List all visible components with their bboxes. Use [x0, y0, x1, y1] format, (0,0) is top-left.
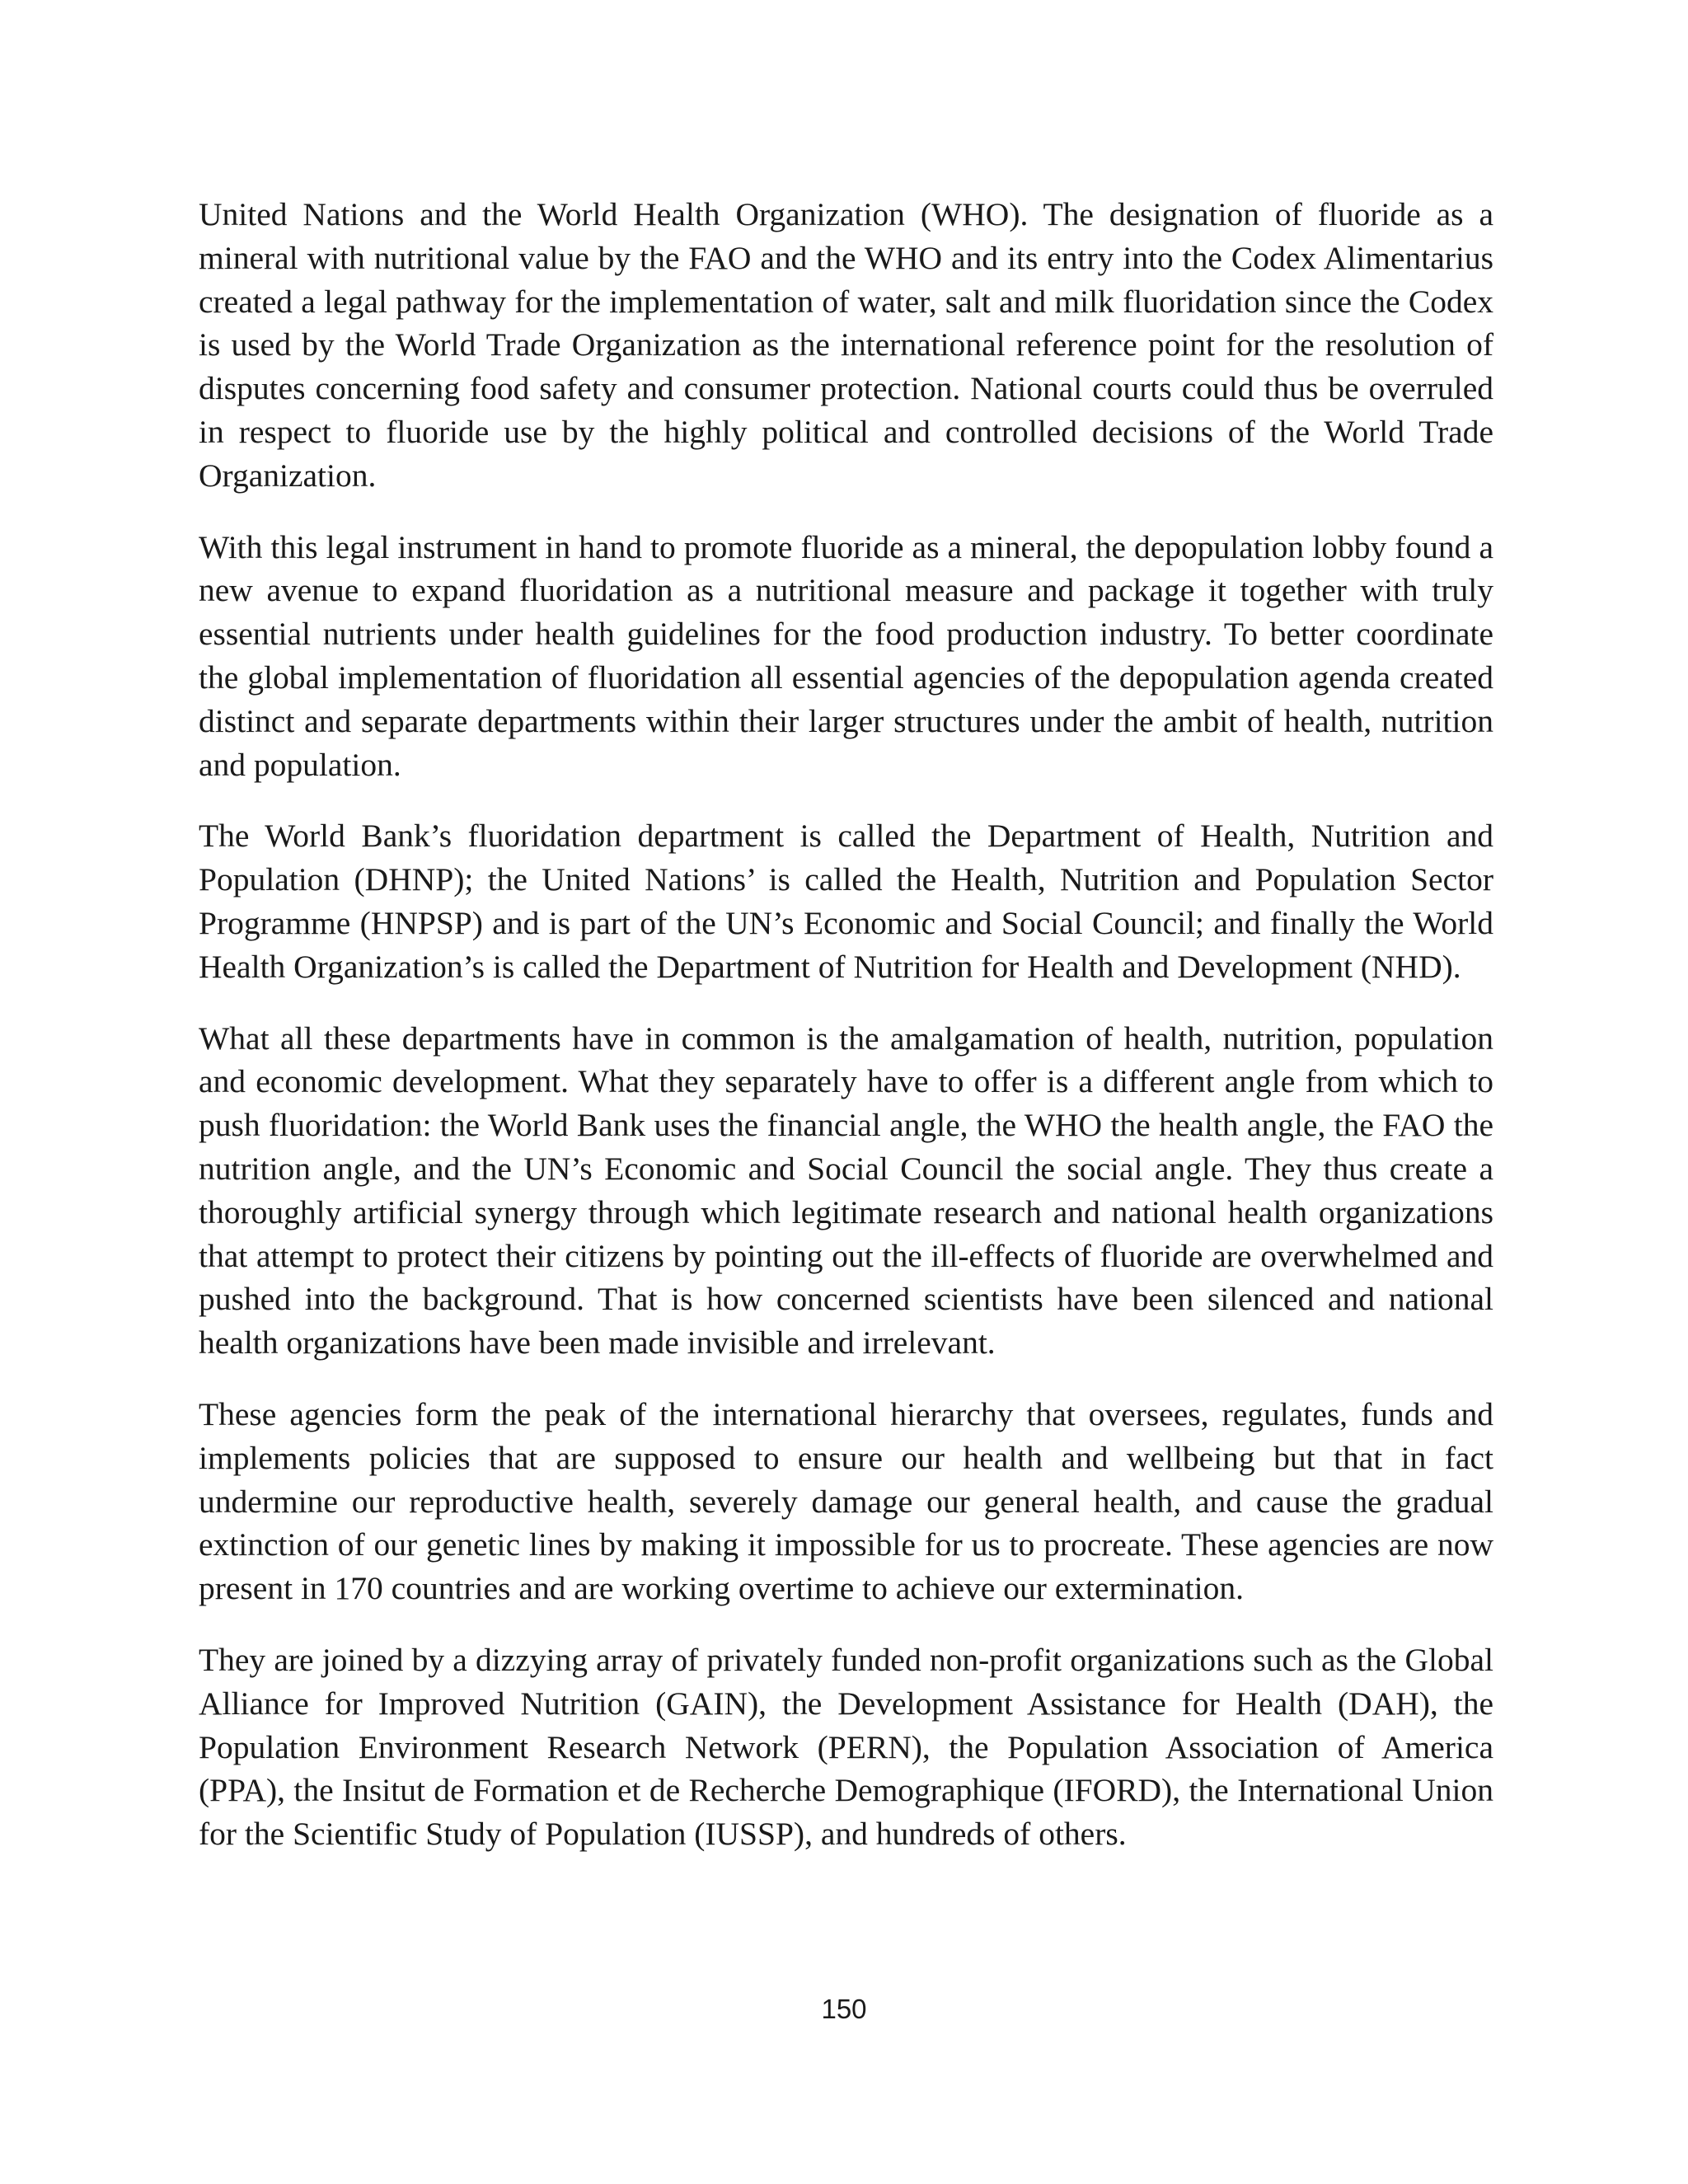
page-number: 150	[821, 1994, 867, 2024]
paragraph-4: What all these departments have in common is the amalgamation of health, nutrition, population and economic development. What they separately have to offer is a different angle from which to push fluoridation: the World Bank uses the financial angle, the WHO the health angle, the FAO the nutrition angle, and the UN’s Economic and Social Council the social angle. They thus create a thoroughly artificial synergy through which legitimate research and national health organizations that attempt to protect their citizens by pointing out the ill-effects of fluoride are overwhelmed and pushed into the background. That is how concerned scientists have been silenced and national health organizations have been made invisible and irrelevant.	[199, 1019, 1493, 1361]
paragraph-3: The World Bank’s fluoridation department is called the Department of Health, Nutrition and Population (DHNP); the United Nations’ is called the Health, Nutrition and Population Sector Programme (HNPSP) and is part of the UN’s Economic and Social Council; and finally the World Health Organization’s is called the Department of Nutrition for Health and Development (NHD).	[199, 818, 1493, 985]
paragraph-6: They are joined by a dizzying array of privately funded non-profit organizations such as the Global Alliance for Improved Nutrition (GAIN), the Development Assistance for Health (DAH), the Population Environment Research Network (PERN), the Population Association of America (PPA), the Insitut de Formation et de Recherche Demographique (IFORD), the International Union for the Scientific Study of Population (IUSSP), and hundreds of others.	[199, 1641, 1493, 1853]
paragraph-1: United Nations and the World Health Organization (WHO). The designation of fluoride as a mineral with nutritional value by the FAO and the WHO and its entry into the Codex Alimentarius created a legal pathway for the implementation of water, salt and milk fluoridation since the Codex is used by the World Trade Organization as the international reference point for the resolution of disputes concerning food safety and consumer protection. National courts could thus be overruled in respect to fluoride use by the highly political and controlled decisions of the World Trade Organization.	[199, 196, 1493, 494]
paragraph-5: These agencies form the peak of the international hierarchy that oversees, regulates, funds and implements policies that are supposed to ensure our health and wellbeing but that in fact undermine our reproductive health, severely damage our general health, and cause the gradual extinction of our genetic lines by making it impossible for us to procreate. These agencies are now present in 170 countries and are working overtime to achieve our extermination.	[199, 1395, 1493, 1607]
paragraph-2: With this legal instrument in hand to promote fluoride as a mineral, the depopulation lobby found a new avenue to expand fluoridation as a nutritional measure and package it together with truly essential nutrients under health guidelines for the food production industry. To better coordinate the global implementation of fluoridation all essential agencies of the depopulation agenda created distinct and separate departments within their larger structures under the ambit of health, nutrition and population.	[199, 528, 1493, 783]
body-text	[199, 193, 1493, 1884]
